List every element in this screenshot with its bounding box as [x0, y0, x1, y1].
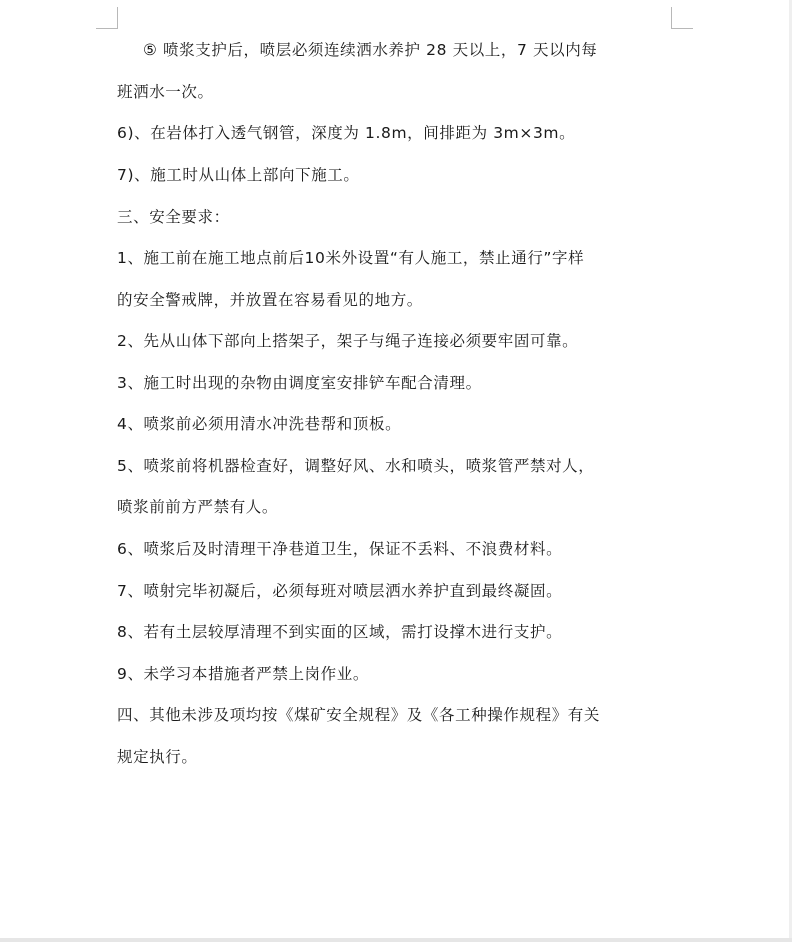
- paragraph-line-4: 7)、施工时从山体上部向下施工。: [117, 166, 360, 184]
- section-heading-safety: 三、安全要求：: [117, 208, 230, 226]
- margin-mark-top-right: [671, 7, 693, 29]
- paragraph-line-11: 5、喷浆前将机器检查好，调整好风、水和喷头，喷浆管严禁对人，: [117, 457, 595, 475]
- paragraph-line-16: 9、未学习本措施者严禁上岗作业。: [117, 665, 369, 683]
- paragraph-line-9: 3、施工时出现的杂物由调度室安排铲车配合清理。: [117, 374, 482, 392]
- paragraph-line-7: 的安全警戒牌，并放置在容易看见的地方。: [117, 291, 423, 309]
- margin-mark-top-left: [96, 7, 118, 29]
- paragraph-line-6: 1、施工前在施工地点前后10米外设置“有人施工，禁止通行”字样: [117, 249, 585, 267]
- paragraph-line-2: 班洒水一次。: [117, 83, 214, 101]
- paragraph-line-15: 8、若有土层较厚清理不到实面的区域，需打设撑木进行支护。: [117, 623, 563, 641]
- paragraph-line-3: 6)、在岩体打入透气钢管，深度为 1.8m，间排距为 3m×3m。: [117, 124, 576, 142]
- section-heading-other: 四、其他未涉及项均按《煤矿安全规程》及《各工种操作规程》有关: [117, 706, 601, 724]
- paragraph-line-8: 2、先从山体下部向上搭架子，架子与绳子连接必须要牢固可靠。: [117, 332, 579, 350]
- page-edge-bottom: [0, 938, 792, 942]
- paragraph-line-10: 4、喷浆前必须用清水冲洗巷帮和顶板。: [117, 415, 402, 433]
- paragraph-line-12: 喷浆前前方严禁有人。: [117, 498, 279, 516]
- paragraph-line-18: 规定执行。: [117, 748, 198, 766]
- paragraph-line-14: 7、喷射完毕初凝后，必须每班对喷层洒水养护直到最终凝固。: [117, 582, 563, 600]
- paragraph-line-13: 6、喷浆后及时清理干净巷道卫生，保证不丢料、不浪费材料。: [117, 540, 563, 558]
- paragraph-line-1: ⑤ 喷浆支护后，喷层必须连续洒水养护 28 天以上，7 天以内每: [143, 41, 598, 59]
